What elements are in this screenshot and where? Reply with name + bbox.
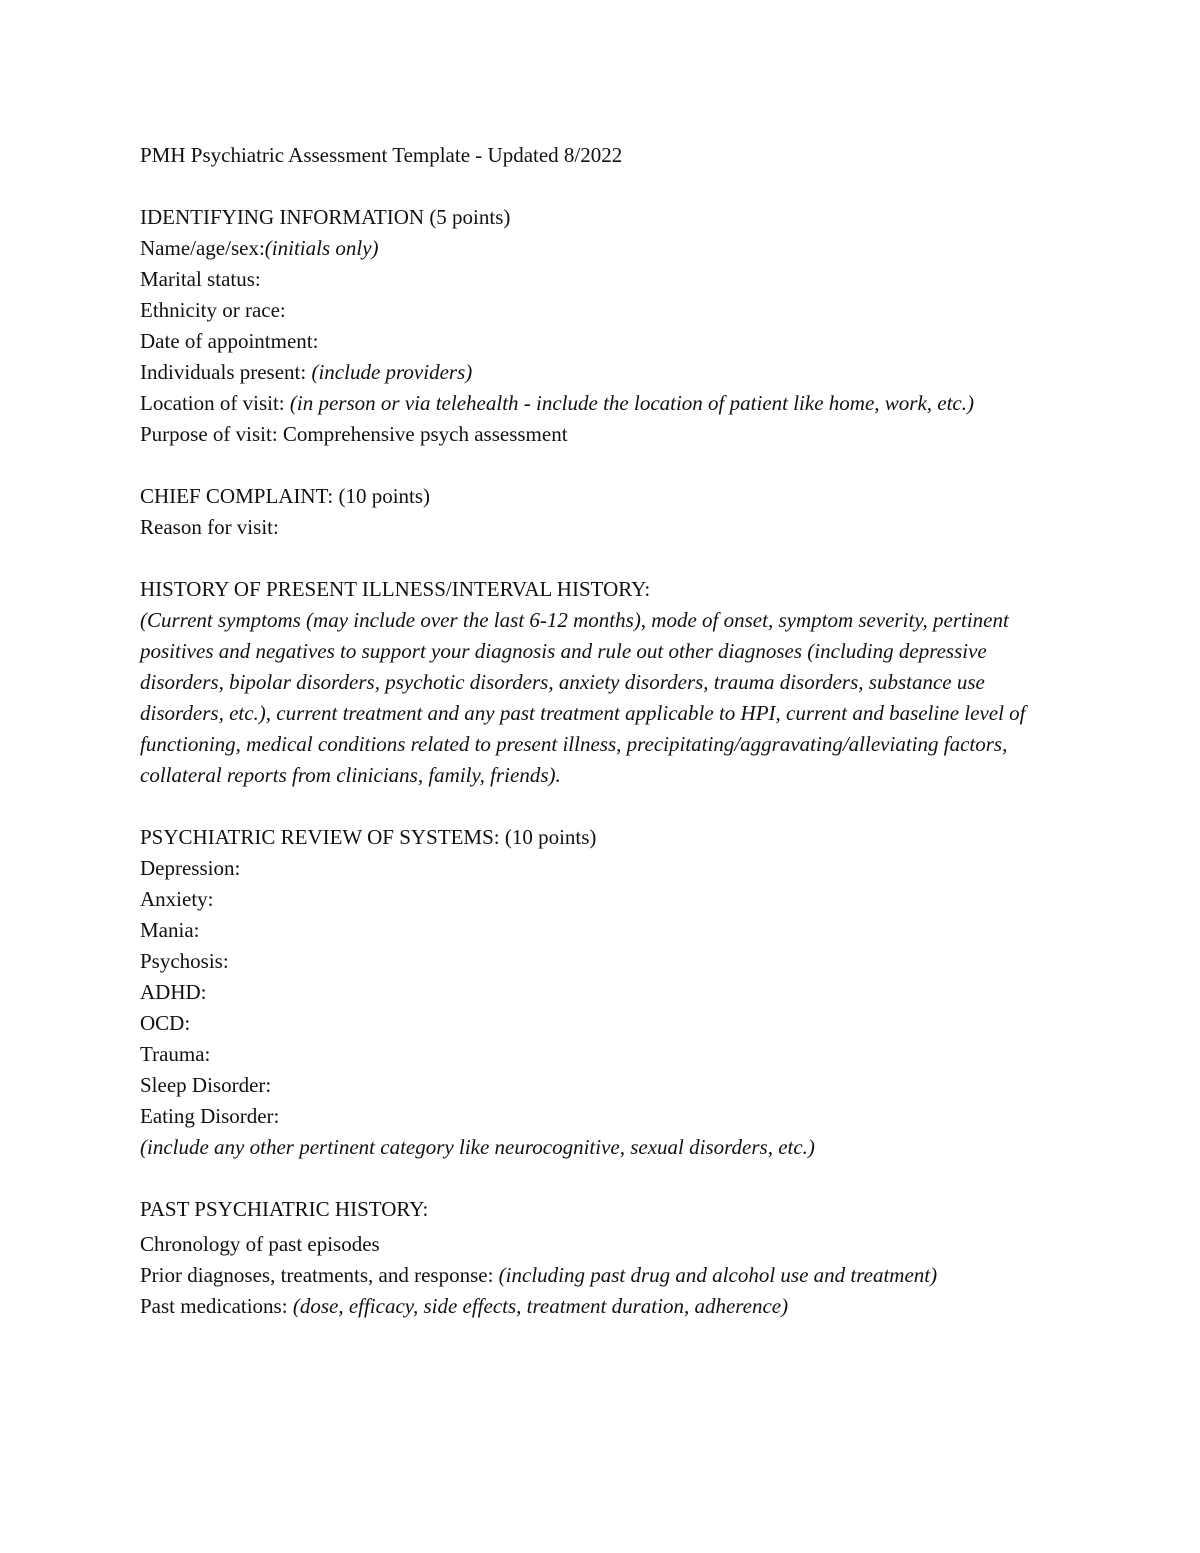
ethnicity-line: Ethnicity or race: xyxy=(140,298,286,322)
individuals-present-line xyxy=(140,357,1060,388)
ros-item-psychosis: Psychosis: xyxy=(140,949,229,973)
past-medications-line xyxy=(140,1291,1060,1322)
ros-heading: PSYCHIATRIC REVIEW OF SYSTEMS: (10 points) xyxy=(140,825,597,849)
ros-item-adhd: ADHD: xyxy=(140,980,207,1004)
name-age-sex-label: Name/age/sex: xyxy=(140,236,265,260)
past-psych-heading: PAST PSYCHIATRIC HISTORY: xyxy=(140,1197,429,1221)
ros-item-depression: Depression: xyxy=(140,856,241,880)
date-of-appointment-line: Date of appointment: xyxy=(140,329,319,353)
location-of-visit-line xyxy=(140,388,1060,419)
individuals-present-label: Individuals present: xyxy=(140,360,312,384)
location-of-visit-label: Location of visit: xyxy=(140,391,290,415)
name-age-sex-line xyxy=(140,233,1060,264)
ros-item-eating-disorder: Eating Disorder: xyxy=(140,1104,280,1128)
ros-item-anxiety: Anxiety: xyxy=(140,887,214,911)
ros-item-sleep-disorder: Sleep Disorder: xyxy=(140,1073,272,1097)
prior-diagnoses-line xyxy=(140,1260,1060,1291)
identifying-heading: IDENTIFYING INFORMATION (5 points) xyxy=(140,205,511,229)
document-body xyxy=(140,140,1060,1322)
spacer xyxy=(140,791,1060,822)
ros-note: (include any other pertinent category like neurocognitive, sexual disorders, etc.) xyxy=(140,1135,815,1159)
spacer xyxy=(140,171,1060,202)
prior-diagnoses-note: (including past drug and alcohol use and treatment) xyxy=(498,1263,938,1287)
ros-item-ocd: OCD: xyxy=(140,1011,191,1035)
ros-item-trauma: Trauma: xyxy=(140,1042,211,1066)
name-age-sex-note: (initials only) xyxy=(264,236,379,260)
location-of-visit-note: (in person or via telehealth - include the location of patient like home, work, etc.) xyxy=(289,391,974,415)
spacer xyxy=(140,543,1060,574)
reason-for-visit-line: Reason for visit: xyxy=(140,515,279,539)
marital-status-line: Marital status: xyxy=(140,267,261,291)
past-medications-label: Past medications: xyxy=(140,1294,293,1318)
hpi-heading: HISTORY OF PRESENT ILLNESS/INTERVAL HISTORY: xyxy=(140,577,651,601)
past-medications-note: (dose, efficacy, side effects, treatment duration, adherence) xyxy=(292,1294,789,1318)
hpi-paragraph: (Current symptoms (may include over the last 6-12 months), mode of onset, symptom severity, pertinent positives and negatives to support your diagnosis and rule out other diagnoses (including depressive disorders, bipolar disorders, psychotic disorders, anxiety disorders, trauma disorders, substance use disorders, etc.), current treatment and any past treatment applicable to HPI, current and baseline level of functioning, medical conditions related to present illness, precipitating/aggravating/alleviating factors, collateral reports from clinicians, family, friends). xyxy=(140,608,1026,787)
prior-diagnoses-label: Prior diagnoses, treatments, and response: xyxy=(140,1263,499,1287)
spacer xyxy=(140,1163,1060,1194)
document-title: PMH Psychiatric Assessment Template - Updated 8/2022 xyxy=(140,143,623,167)
chief-complaint-heading: CHIEF COMPLAINT: (10 points) xyxy=(140,484,431,508)
purpose-of-visit-line: Purpose of visit: Comprehensive psych assessment xyxy=(140,422,568,446)
ros-item-mania: Mania: xyxy=(140,918,200,942)
chronology-line: Chronology of past episodes xyxy=(140,1232,380,1256)
spacer xyxy=(140,450,1060,481)
individuals-present-note: (include providers) xyxy=(311,360,473,384)
